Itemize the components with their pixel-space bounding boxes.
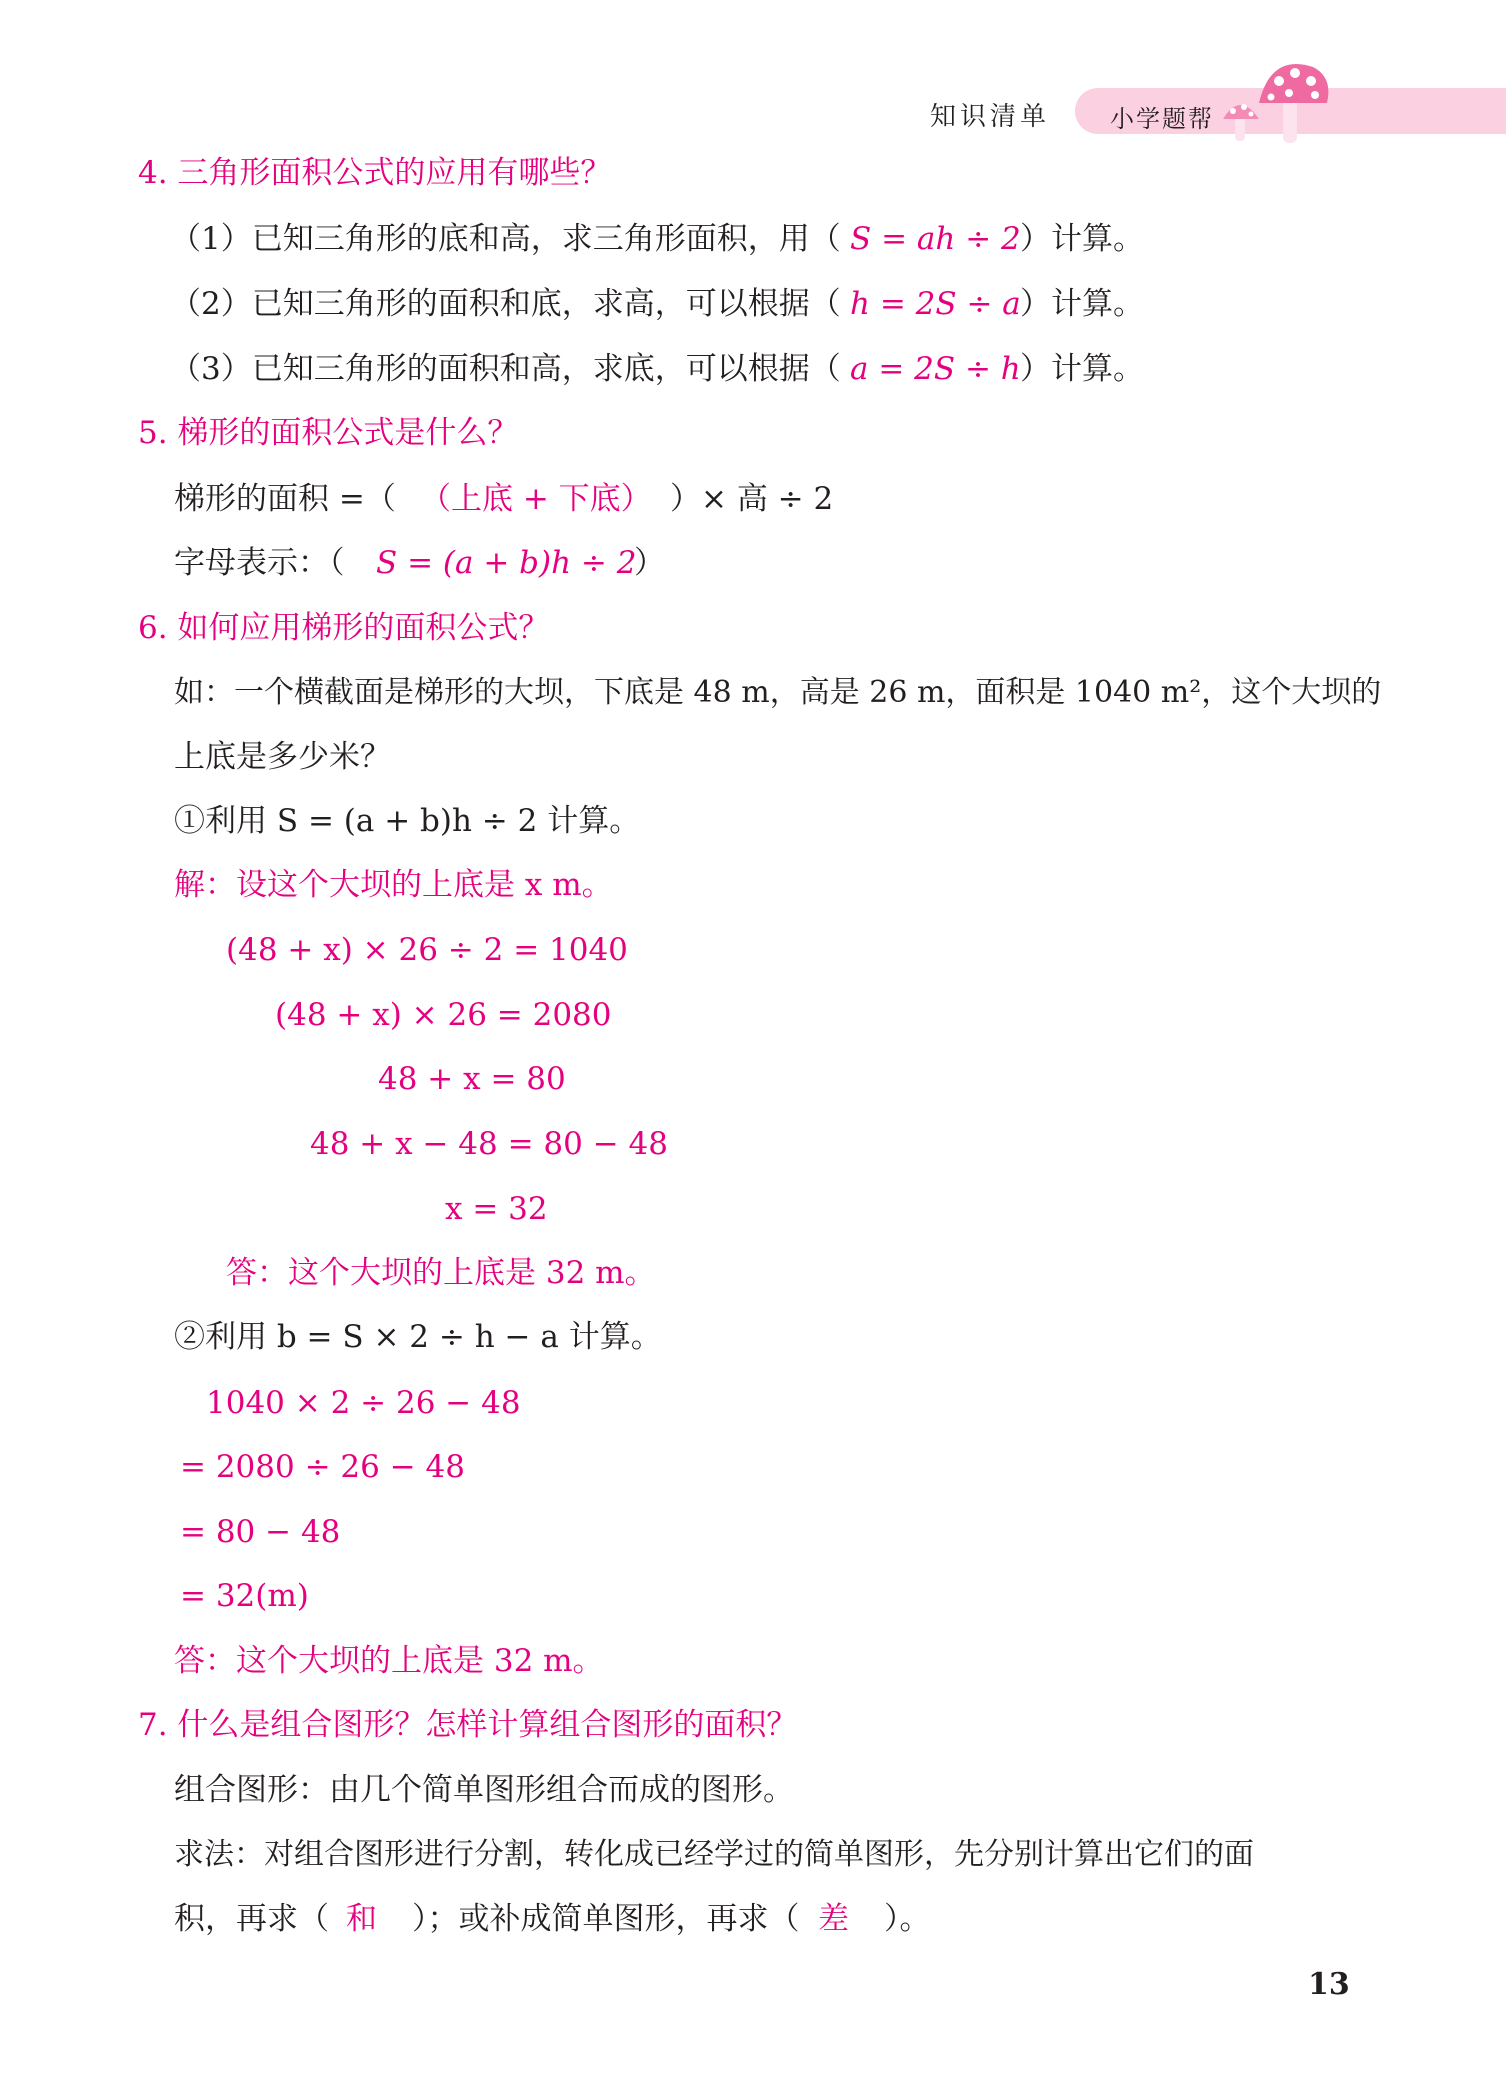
q7-method-line1: 求法：对组合图形进行分割，转化成已经学过的简单图形，先分别计算出它们的面 <box>174 1837 1254 1872</box>
q6-equation-2: (48 + x) × 26 = 2080 <box>275 997 612 1033</box>
q4-line1-answer: S = ah ÷ 2 <box>850 221 1021 257</box>
q6-calc-4: = 32(m) <box>180 1578 309 1614</box>
q7-answer-difference: 差 <box>818 1901 849 1937</box>
q6-calc-1: 1040 × 2 ÷ 26 − 48 <box>206 1385 521 1421</box>
q6-answer-1: 答：这个大坝的上底是 32 m。 <box>226 1255 656 1291</box>
q6-title: 6. 如何应用梯形的面积公式？ <box>138 610 550 646</box>
q4-line3-answer: a = 2S ÷ h <box>850 351 1021 387</box>
q4-line2-text: （2）已知三角形的面积和底，求高，可以根据（ <box>170 286 841 322</box>
q4-line1-end: ）计算。 <box>1020 221 1144 257</box>
q4-line2-end: ）计算。 <box>1020 286 1144 322</box>
q5-line2-text: 字母表示：（ <box>174 545 345 581</box>
q7-title: 7. 什么是组合图形？怎样计算组合图形的面积？ <box>138 1707 798 1743</box>
q6-solution-setup: 解：设这个大坝的上底是 x m。 <box>174 867 613 903</box>
q5-line2-answer: S = (a + b)h ÷ 2 <box>376 545 637 581</box>
q6-answer-2: 答：这个大坝的上底是 32 m。 <box>174 1643 604 1679</box>
q7-answer-sum: 和 <box>346 1901 377 1937</box>
page-number: 13 <box>1308 1967 1350 2002</box>
q6-equation-1: (48 + x) × 26 ÷ 2 = 1040 <box>226 932 628 968</box>
q6-equation-5: x = 32 <box>445 1191 548 1227</box>
q6-calc-3: = 80 − 48 <box>180 1514 341 1550</box>
q6-equation-3: 48 + x = 80 <box>378 1061 566 1097</box>
q7-method-line2-a: 积，再求（ <box>174 1901 329 1937</box>
q4-line3-text: （3）已知三角形的面积和高，求底，可以根据（ <box>170 351 841 387</box>
q7-method-line2-c: ）。 <box>884 1901 931 1937</box>
q5-line1-answer: （上底 + 下底） <box>420 481 652 517</box>
q6-equation-4: 48 + x − 48 = 80 − 48 <box>310 1126 668 1162</box>
brand-label: 小学题帮 <box>1110 105 1214 133</box>
q5-line2-end: ） <box>634 545 665 581</box>
q6-method1: ①利用 S = (a + b)h ÷ 2 计算。 <box>174 803 641 839</box>
q6-example-line1: 如：一个横截面是梯形的大坝，下底是 48 m，高是 26 m，面积是 1040 m²，这个大坝的 <box>174 675 1382 710</box>
q5-title: 5. 梯形的面积公式是什么？ <box>138 415 519 451</box>
q7-method-line2-b: ）；或补成简单图形，再求（ <box>412 1901 800 1937</box>
mushroom-icon <box>1215 55 1340 150</box>
q5-line1-end: ）× 高 ÷ 2 <box>670 481 834 517</box>
q5-line1-text: 梯形的面积 =（ <box>174 481 396 517</box>
q6-method2: ②利用 b = S × 2 ÷ h − a 计算。 <box>174 1319 662 1355</box>
q6-example-line2: 上底是多少米？ <box>174 739 391 775</box>
section-label: 知识清单 <box>930 102 1051 132</box>
q7-definition: 组合图形：由几个简单图形组合而成的图形。 <box>174 1772 794 1808</box>
q4-title: 4. 三角形面积公式的应用有哪些？ <box>138 155 612 191</box>
q6-calc-2: = 2080 ÷ 26 − 48 <box>180 1449 465 1485</box>
q4-line3-end: ）计算。 <box>1020 351 1144 387</box>
q4-line1-text: （1）已知三角形的底和高，求三角形面积，用（ <box>170 221 841 257</box>
q4-line2-answer: h = 2S ÷ a <box>850 286 1021 322</box>
